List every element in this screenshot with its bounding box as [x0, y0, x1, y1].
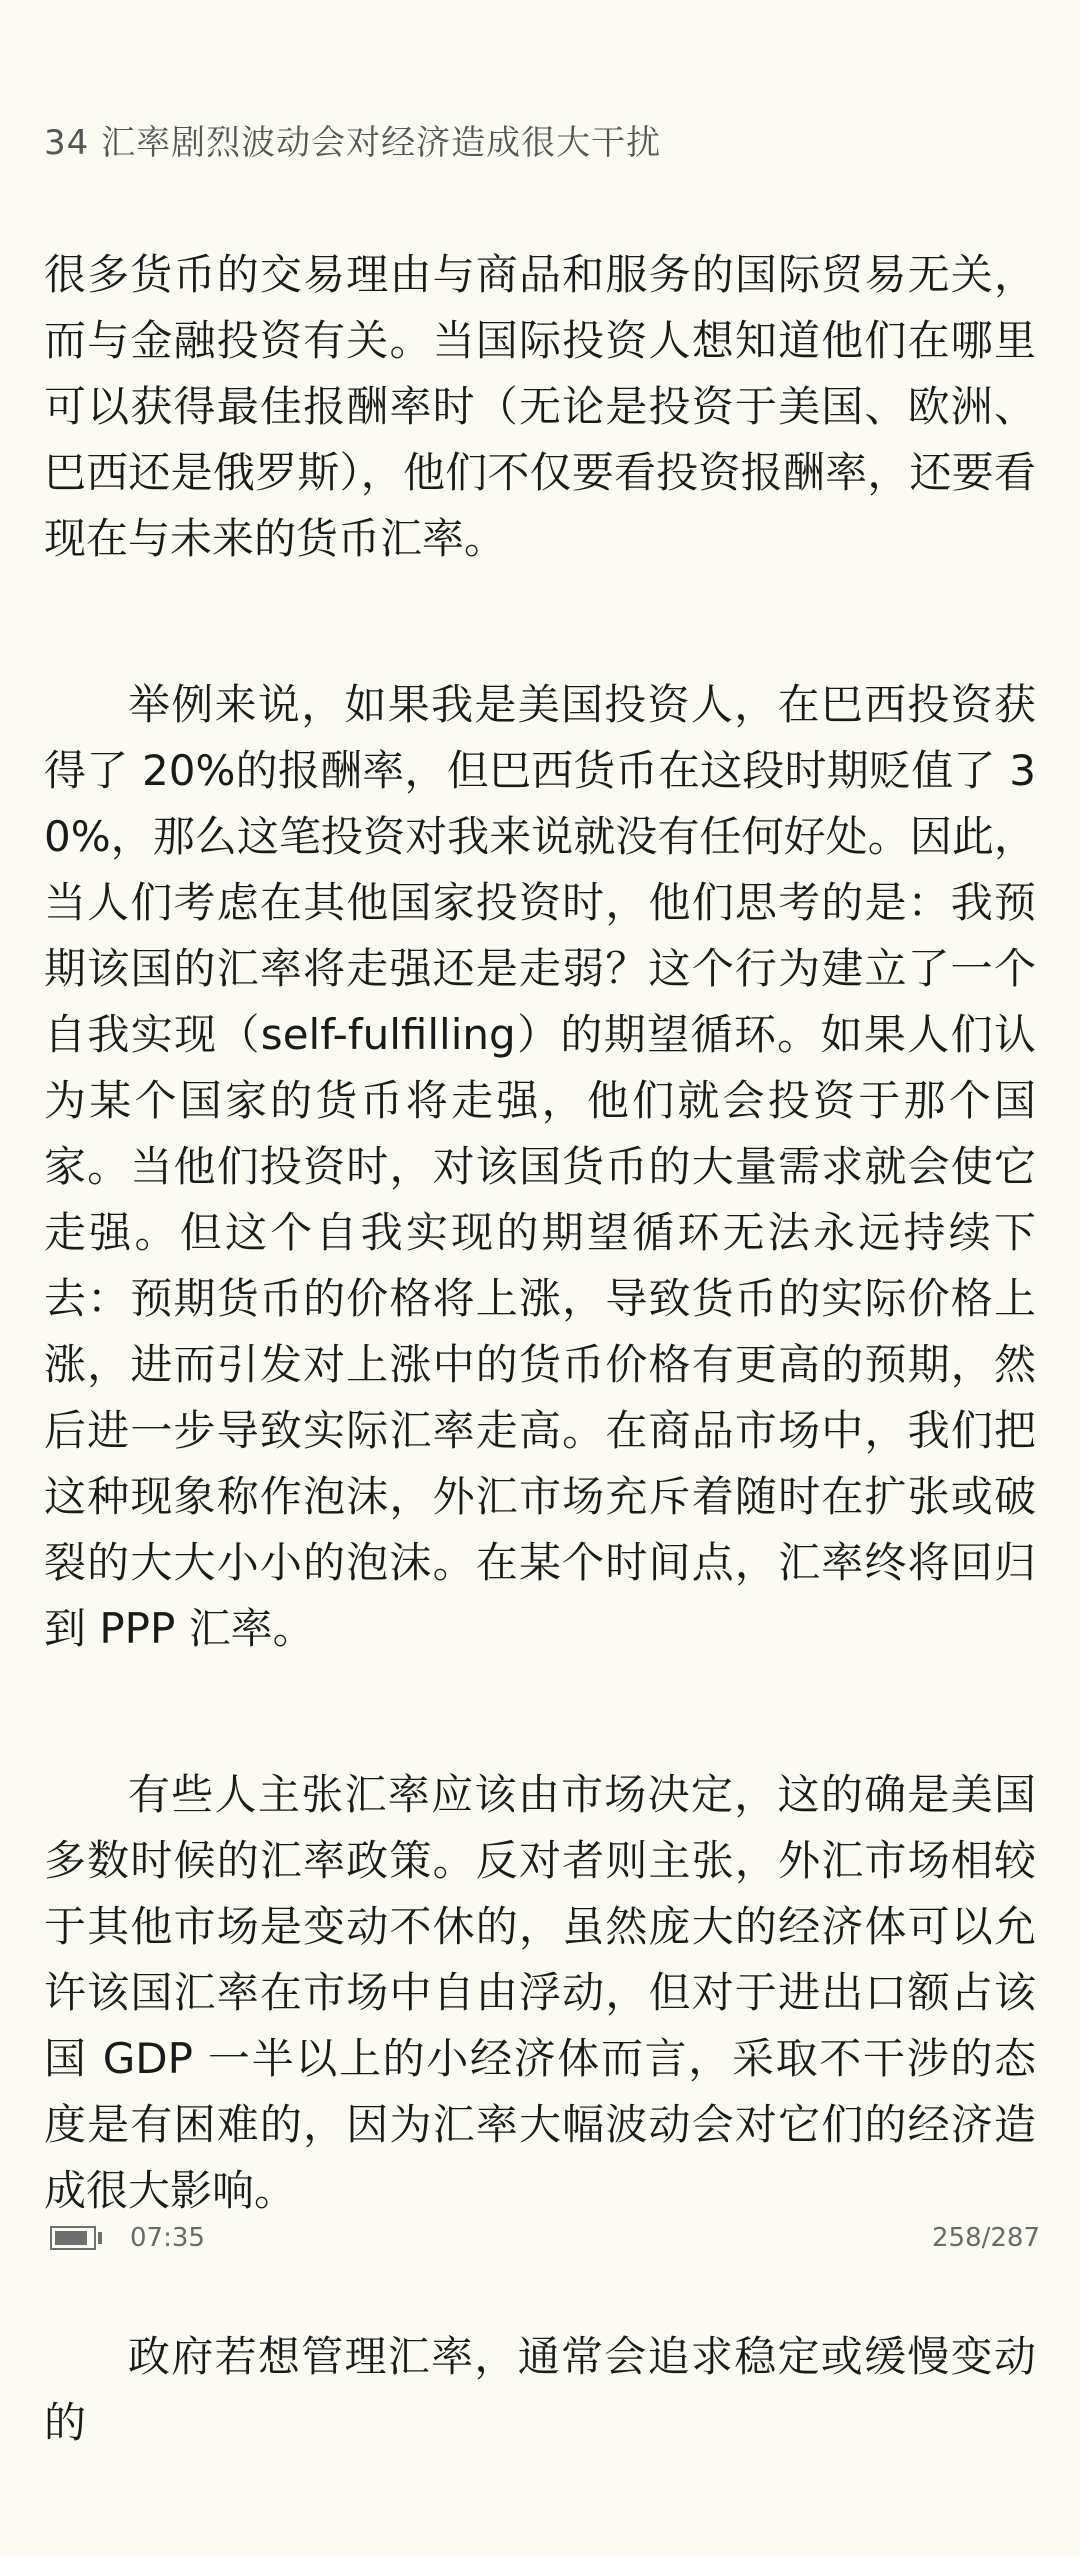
- clock-time: 07:35: [130, 2223, 205, 2253]
- chapter-title: 34 汇率剧烈波动会对经济造成很大干扰: [44, 123, 662, 163]
- battery-icon: [50, 2226, 96, 2250]
- reader-content[interactable]: [44, 242, 1036, 2556]
- battery-level-fill: [55, 2231, 87, 2245]
- paragraph: 很多货币的交易理由与商品和服务的国际贸易无关，而与金融投资有关。当国际投资人想知道他们在哪里可以获得最佳报酬率时（无论是投资于美国、欧洲、巴西还是俄罗斯），他们不仅要看投资报酬率，还要看现在与未来的货币汇率。: [44, 250, 1036, 563]
- paragraph: 举例来说，如果我是美国投资人，在巴西投资获得了 20%的报酬率，但巴西货币在这段时期贬值了 30%，那么这笔投资对我来说就没有任何好处。因此，当人们考虑在其他国家投资时，他们思考的是：我预期该国的汇率将走强还是走弱？这个行为建立了一个自我实现（self-fulfilling）的期望循环。如果人们认为某个国家的货币将走强，他们就会投资于那个国家。当他们投资时，对该国货币的大量需求就会使它走强。但这个自我实现的期望循环无法永远持续下去：预期货币的价格将上涨，导致货币的实际价格上涨，进而引发对上涨中的货币价格有更高的预期，然后进一步导致实际汇率走高。在商品市场中，我们把这种现象称作泡沫，外汇市场充斥着随时在扩张或破裂的大大小小的泡沫。在某个时间点，汇率终将回归到 PPP 汇率。: [44, 680, 1036, 1653]
- paragraph: 政府若想管理汇率，通常会追求稳定或缓慢变动的: [44, 2332, 1036, 2447]
- paragraph: 有些人主张汇率应该由市场决定，这的确是美国多数时候的汇率政策。反对者则主张，外汇市场相较于其他市场是变动不休的，虽然庞大的经济体可以允许该国汇率在市场中自由浮动，但对于进出口额占该国 GDP 一半以上的小经济体而言，采取不干涉的态度是有困难的，因为汇率大幅波动会对它们的经济造成很大影响。: [44, 1770, 1036, 2215]
- reader-status-bar: [0, 2210, 1080, 2270]
- battery-tip-icon: [98, 2232, 102, 2244]
- page-indicator: 258/287: [931, 2223, 1040, 2253]
